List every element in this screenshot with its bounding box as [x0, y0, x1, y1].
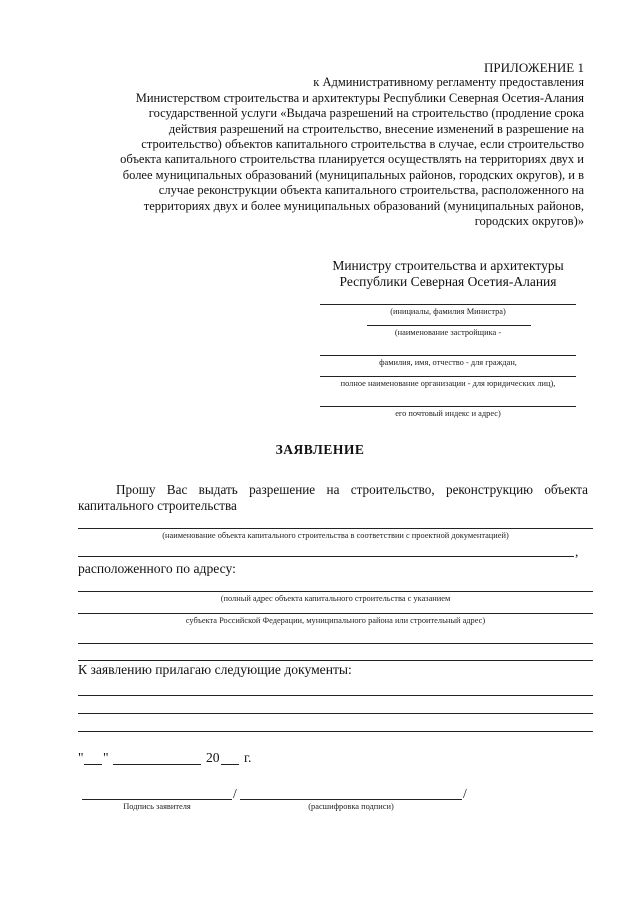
object-name-line[interactable]	[78, 528, 593, 529]
minister-field-line[interactable]	[320, 304, 576, 305]
minister-caption: (инициалы, фамилия Министра)	[390, 307, 506, 316]
signature-field[interactable]	[82, 799, 232, 800]
appendix-line: территориях двух и более муниципальных образований (муниципальных районов,	[143, 198, 584, 213]
attachments-line-3[interactable]	[78, 731, 593, 732]
applicant-signature-caption: Подпись заявителя	[123, 802, 191, 811]
signature-transcript-field[interactable]	[240, 799, 462, 800]
comma: ,	[575, 544, 579, 559]
developer-caption: (наименование застройщика -	[394, 328, 502, 337]
appendix-line: случае реконструкции объекта капитального строительства, расположенного на	[158, 183, 584, 198]
signature-transcript-caption: (расшифровка подписи)	[308, 802, 394, 811]
appendix-line: городских округов)»	[474, 214, 584, 229]
appendix-line: государственной услуги «Выдача разрешений на строительство (продление срока	[148, 106, 584, 121]
date-open-quote: "	[78, 750, 84, 765]
appendix-heading: ПРИЛОЖЕНИЕ 1	[484, 60, 584, 75]
address-line-4[interactable]	[78, 660, 593, 661]
appendix-line: действия разрешений на строительство, внесение изменений в разрешение на	[168, 121, 584, 136]
addressee-line-2: Республики Северная Осетия-Алания	[339, 273, 557, 289]
appendix-line: Министерством строительства и архитектуры Республики Северная Осетия-Алания	[135, 90, 584, 105]
citizen-field-line[interactable]	[320, 355, 576, 356]
address-caption-1: (полный адрес объекта капитального строительства с указанием	[220, 594, 451, 603]
addressee	[318, 258, 578, 289]
postal-caption: его почтовый индекс и адрес)	[395, 409, 501, 418]
address-caption-2: субъекта Российской Федерации, муниципального района или строительный адрес)	[185, 616, 486, 625]
request-paragraph: Прошу Вас выдать разрешение на строительство, реконструкцию объекта капитального строительства	[78, 482, 588, 513]
date-year-prefix: 20	[206, 750, 220, 765]
object-name-caption: (наименование объекта капитального строительства в соответствии с проектной документацией)	[162, 531, 509, 540]
document-title: ЗАЯВЛЕНИЕ	[275, 442, 365, 457]
appendix-line: объекта капитального строительства планируется осуществлять на территориях двух и	[120, 152, 584, 167]
org-caption: полное наименование организации - для юридических лиц),	[340, 379, 556, 388]
signature-slash-2: /	[463, 786, 467, 801]
citizen-caption: фамилия, имя, отчество - для граждан,	[379, 358, 517, 367]
address-line-1[interactable]	[78, 591, 593, 592]
date-close-quote: "	[103, 750, 109, 765]
appendix-line: строительство) объектов капитального строительства в случае, если строительство	[141, 137, 584, 152]
date-day-field[interactable]	[84, 764, 102, 765]
located-label: расположенного по адресу:	[78, 561, 236, 576]
appendix-line: к Административному регламенту предоставления	[313, 75, 584, 90]
attachments-line-2[interactable]	[78, 713, 593, 714]
appendix-line: более муниципальных образований (муниципальных районов, городских округов), и в	[122, 167, 584, 182]
address-line-3[interactable]	[78, 643, 593, 644]
date-month-field[interactable]	[113, 764, 201, 765]
address-line-2[interactable]	[78, 613, 593, 614]
attachments-line-1[interactable]	[78, 695, 593, 696]
signature-slash-1: /	[233, 786, 237, 801]
postal-field-line[interactable]	[320, 406, 576, 407]
developer-field-line[interactable]	[367, 325, 531, 326]
org-field-line[interactable]	[320, 376, 576, 377]
date-year-field[interactable]	[221, 764, 239, 765]
date-year-suffix: г.	[244, 750, 252, 765]
appendix-header	[64, 60, 584, 229]
object-name-line-2[interactable]	[78, 556, 574, 557]
attachments-label: К заявлению прилагаю следующие документы:	[78, 662, 352, 677]
addressee-line-1: Министру строительства и архитектуры	[332, 258, 564, 273]
